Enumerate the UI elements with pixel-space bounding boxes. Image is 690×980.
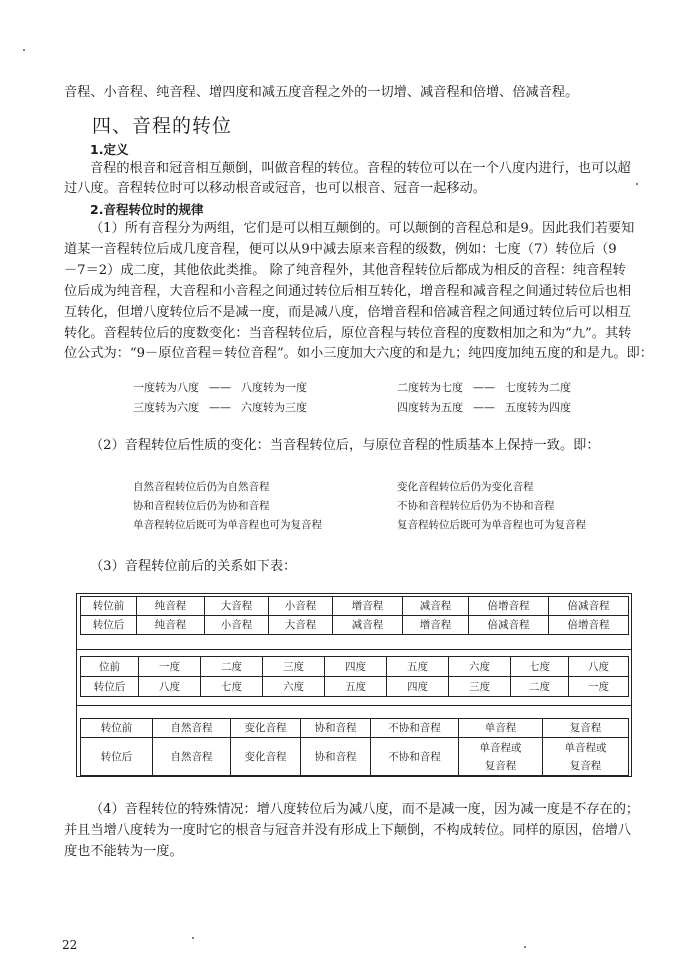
pair-dash: ——: [473, 381, 495, 394]
table-cell: 六度: [263, 677, 325, 697]
table-row: [81, 738, 629, 776]
cell-line: 复音程: [484, 759, 517, 772]
pair-to: 五度转为四度: [505, 401, 571, 414]
pair-dash: ——: [209, 381, 231, 394]
table-cell: 变化音程: [231, 738, 301, 776]
table-cell: 转位前: [81, 597, 137, 616]
table-cell: 三度: [263, 657, 325, 677]
table-row: [81, 719, 629, 738]
table-cell: 倍减音程: [549, 597, 629, 616]
property-item: 不协和音程转位后仍为不协和音程: [397, 500, 555, 512]
property-item: 变化音程转位后仍为变化音程: [397, 481, 534, 493]
table-cell: 转位后: [81, 616, 137, 635]
table-row: [81, 677, 629, 697]
table-row: [81, 657, 629, 677]
table-cell: 小音程: [205, 616, 269, 635]
table-cell: 协和音程: [301, 719, 371, 738]
table-cell: 八度: [139, 677, 201, 697]
pair-dash: ——: [473, 401, 495, 414]
cell-line: 复音程: [569, 759, 602, 772]
subheading-rules: 2.音程转位时的规律: [90, 202, 204, 217]
page-number: 22: [62, 938, 78, 952]
scan-speck: [23, 49, 25, 51]
table-cell: 二度: [511, 677, 569, 697]
rule1-line-1: （1）所有音程分为两组，它们是可以相互颠倒的。可以颠倒的音程总和是9。因此我们若要知: [90, 221, 635, 236]
rule4-line-2: 并且当增八度转为一度时它的根音与冠音并没有形成上下颠倒，不构成转位。同样的原因，倍增八: [64, 823, 632, 838]
table-cell: 自然音程: [153, 719, 231, 738]
cell-line: 单音程或: [564, 741, 607, 754]
table-cell: 单音程: [459, 719, 543, 738]
cell-line: 单音程或: [479, 741, 522, 754]
table-cell: 不协和音程: [371, 719, 459, 738]
table-cell: 六度: [449, 657, 511, 677]
rule1-line-2: 道某一音程转位后成几度音程，便可以从9中减去原来音程的级数，例如：七度（7）转位后（9: [64, 242, 617, 257]
table-cell: 三度: [449, 677, 511, 697]
scan-speck: [636, 183, 638, 185]
pair-to: 六度转为三度: [241, 401, 307, 414]
table-cell: 变化音程: [231, 719, 301, 738]
rule4-line-3: 度也不能转为一度。: [64, 844, 183, 859]
table-cell: 七度: [201, 677, 263, 697]
rule4-line-1: （4）音程转位的特殊情况：增八度转位后为减八度，而不是减一度，因为减一度是不存在的；: [90, 802, 640, 817]
scan-speck: [524, 946, 526, 948]
degree-pair: [133, 399, 307, 415]
table-cell: 转位后: [81, 677, 139, 697]
rule2-line: （2）音程转位后性质的变化：当音程转位后，与原位音程的性质基本上保持一致。即：: [90, 438, 600, 453]
table-cell: 转位前: [81, 719, 153, 738]
property-item: 协和音程转位后仍为协和音程: [133, 500, 270, 512]
pair-from: 二度转为七度: [397, 381, 463, 394]
property-item: 自然音程转位后仍为自然音程: [133, 481, 270, 493]
table-cell: 小音程: [269, 597, 333, 616]
table-cell: 增音程: [333, 597, 403, 616]
table-cell: 七度: [511, 657, 569, 677]
pair-to: 八度转为一度: [241, 381, 307, 394]
intro-line: 音程、小音程、纯音程、增四度和减五度音程之外的一切增、减音程和倍增、倍减音程。: [64, 85, 579, 100]
table-cell: 五度: [387, 657, 449, 677]
table-divider: [76, 649, 631, 650]
table-cell: 一度: [139, 657, 201, 677]
table-cell: 减音程: [333, 616, 403, 635]
table-cell: 协和音程: [301, 738, 371, 776]
table-cell: 一度: [569, 677, 629, 697]
scan-speck: [192, 937, 194, 939]
subheading-definition: 1.定义: [90, 142, 129, 157]
table-cell: 四度: [387, 677, 449, 697]
interval-degree-table: [80, 656, 629, 697]
degree-pair: [133, 379, 307, 395]
table-divider: [76, 705, 631, 706]
table-row: [81, 616, 629, 635]
table-cell: 四度: [325, 657, 387, 677]
definition-line-1: 音程的根音和冠音相互颠倒，叫做音程的转位。音程的转位可以在一个八度内进行，也可以超: [90, 161, 631, 176]
table-cell: 减音程: [403, 597, 469, 616]
interval-nature-table: [80, 718, 629, 776]
table-cell: 纯音程: [137, 597, 205, 616]
rule1-line-3: －7＝2）成二度，其他依此类推。 除了纯音程外，其他音程转位后都成为相反的音程：纯音程转: [64, 263, 626, 278]
property-item: 单音程转位后既可为单音程也可为复音程: [133, 519, 322, 531]
table-cell: 不协和音程: [371, 738, 459, 776]
table-cell: 增音程: [403, 616, 469, 635]
table-cell: 自然音程: [153, 738, 231, 776]
pair-from: 一度转为八度: [133, 381, 199, 394]
pair-from: 三度转为六度: [133, 401, 199, 414]
pair-to: 七度转为二度: [505, 381, 571, 394]
table-cell: 八度: [569, 657, 629, 677]
table-cell: 五度: [325, 677, 387, 697]
pair-from: 四度转为五度: [397, 401, 463, 414]
rule3-line: （3）音程转位前后的关系如下表：: [90, 559, 297, 574]
interval-quality-table: [80, 596, 629, 635]
pair-dash: ——: [209, 401, 231, 414]
table-cell: 二度: [201, 657, 263, 677]
table-cell: [543, 738, 629, 776]
rule1-line-7: 位公式为：“9－原位音程＝转位音程”。如小三度加大六度的和是九；纯四度加纯五度的和是九。即：: [64, 346, 653, 361]
table-cell: 倍减音程: [469, 616, 549, 635]
definition-line-2: 过八度。音程转位时可以移动根音或冠音，也可以根音、冠音一起移动。: [64, 181, 486, 196]
table-cell: 倍增音程: [549, 616, 629, 635]
table-row: [81, 597, 629, 616]
table-cell: 复音程: [543, 719, 629, 738]
table-cell: 转位后: [81, 738, 153, 776]
table-cell: 位前: [81, 657, 139, 677]
rule1-line-5: 互转化，但增八度转位后不是减一度，而是减八度，倍增音程和倍减音程之间通过转位后可以相互: [64, 305, 632, 320]
table-cell: 大音程: [269, 616, 333, 635]
property-item: 复音程转位后既可为单音程也可为复音程: [397, 519, 586, 531]
rule1-line-4: 位后成为纯音程，大音程和小音程之间通过转位后相互转化，增音程和减音程之间通过转位后也相: [64, 284, 632, 299]
rule1-line-6: 转化。音程转位后的度数变化：当音程转位后，原位音程与转位音程的度数相加之和为“九”。其转: [64, 326, 632, 341]
table-cell: 倍增音程: [469, 597, 549, 616]
table-cell: 大音程: [205, 597, 269, 616]
degree-pair: [397, 379, 571, 395]
table-cell: [459, 738, 543, 776]
section-heading: 四、音程的转位: [92, 115, 233, 137]
table-cell: 纯音程: [137, 616, 205, 635]
degree-pair: [397, 399, 571, 415]
